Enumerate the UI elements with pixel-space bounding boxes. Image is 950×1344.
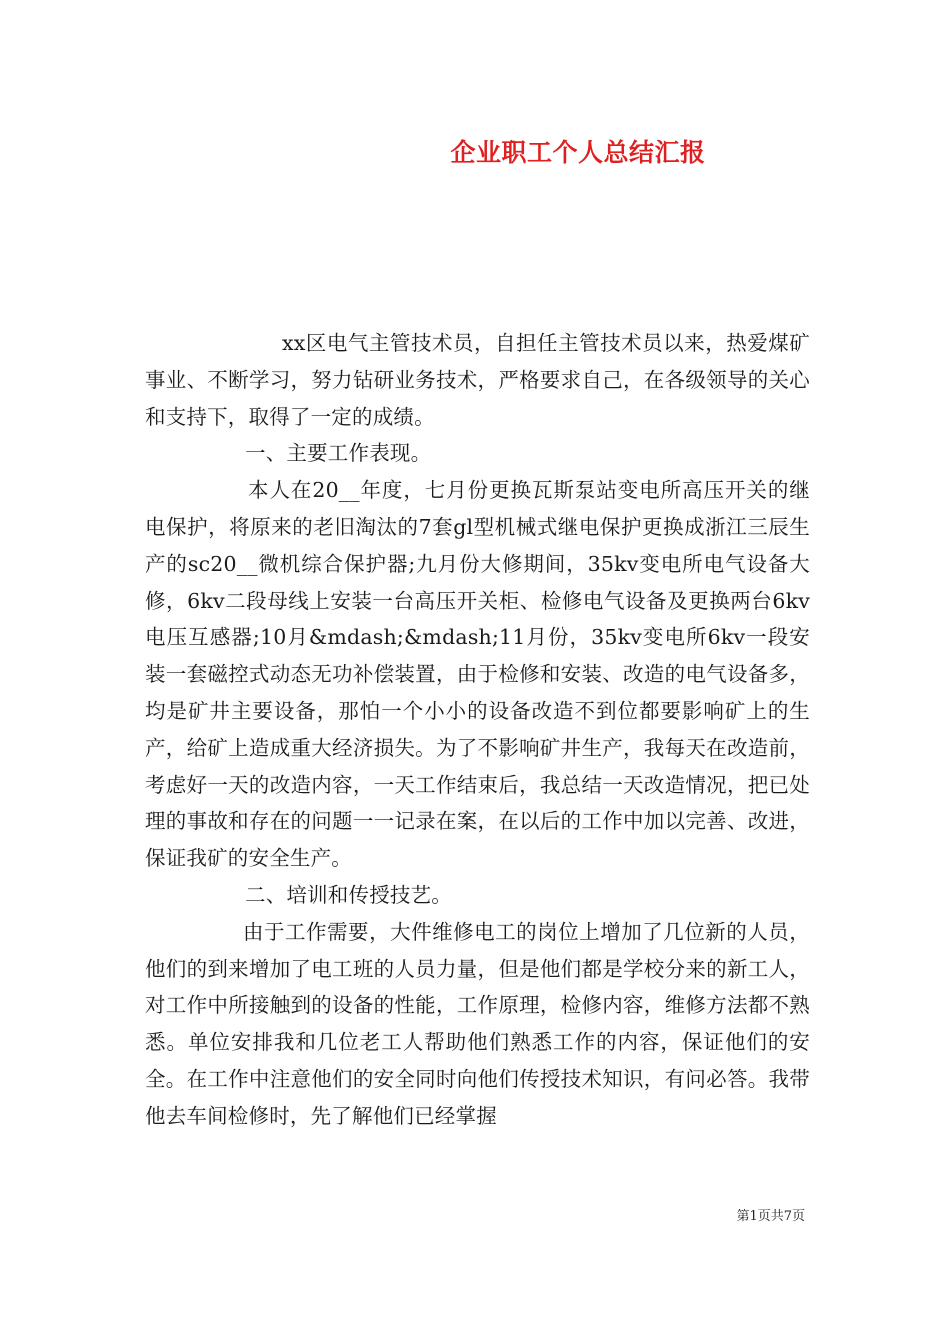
section-heading-main-work: 一、主要工作表现。 bbox=[245, 441, 432, 466]
intro-paragraph: xx区电气主管技术员，自担任主管技术员以来，热爱煤矿事业、不断学习，努力钻研业务技术，严格要求自己，在各级领导的关心和支持下，取得了一定的成绩。 bbox=[145, 331, 810, 429]
training-paragraph: 由于工作需要，大件维修电工的岗位上增加了几位新的人员，他们的到来增加了电工班的人员力量，但是他们都是学校分来的新工人，对工作中所接触到的设备的性能，工作原理，检修内容，维修方法都不熟悉。单位安排我和几位老工人帮助他们熟悉工作的内容，保证他们的安全。在工作中注意他们的安全同时向他们传授技术知识，有问必答。我带他去车间检修时，先了解他们已经掌握 bbox=[145, 919, 810, 1128]
section-heading-training: 二、培训和传授技艺。 bbox=[245, 882, 452, 907]
work-performance-paragraph: 本人在20__年度，七月份更换瓦斯泵站变电所高压开关的继电保护，将原来的老旧淘汰的7套gl型机械式继电保护更换成浙江三辰生产的sc20__微机综合保护器;九月份大修期间，35kv变电所电气设备大修，6kv二段母线上安装一台高压开关柜、检修电气设备及更换两台6kv电压互感器;10月&mdash;&mdash;11月份，35kv变电所6kv一段安装一套磁控式动态无功补偿装置，由于检修和安装、改造的电气设备多，均是矿井主要设备，那怕一个小小的设备改造不到位都要影响矿上的生产，给矿上造成重大经济损失。为了不影响矿井生产，我每天在改造前，考虑好一天的改造内容，一天工作结束后，我总结一天改造情况，把已处理的事故和存在的问题一一记录在案，在以后的工作中加以完善、改进，保证我矿的安全生产。 bbox=[145, 478, 810, 871]
document-body bbox=[145, 325, 810, 1135]
page-number: 第1页共7页 bbox=[736, 1209, 805, 1224]
page-title: 企业职工个人总结汇报 bbox=[450, 138, 706, 167]
